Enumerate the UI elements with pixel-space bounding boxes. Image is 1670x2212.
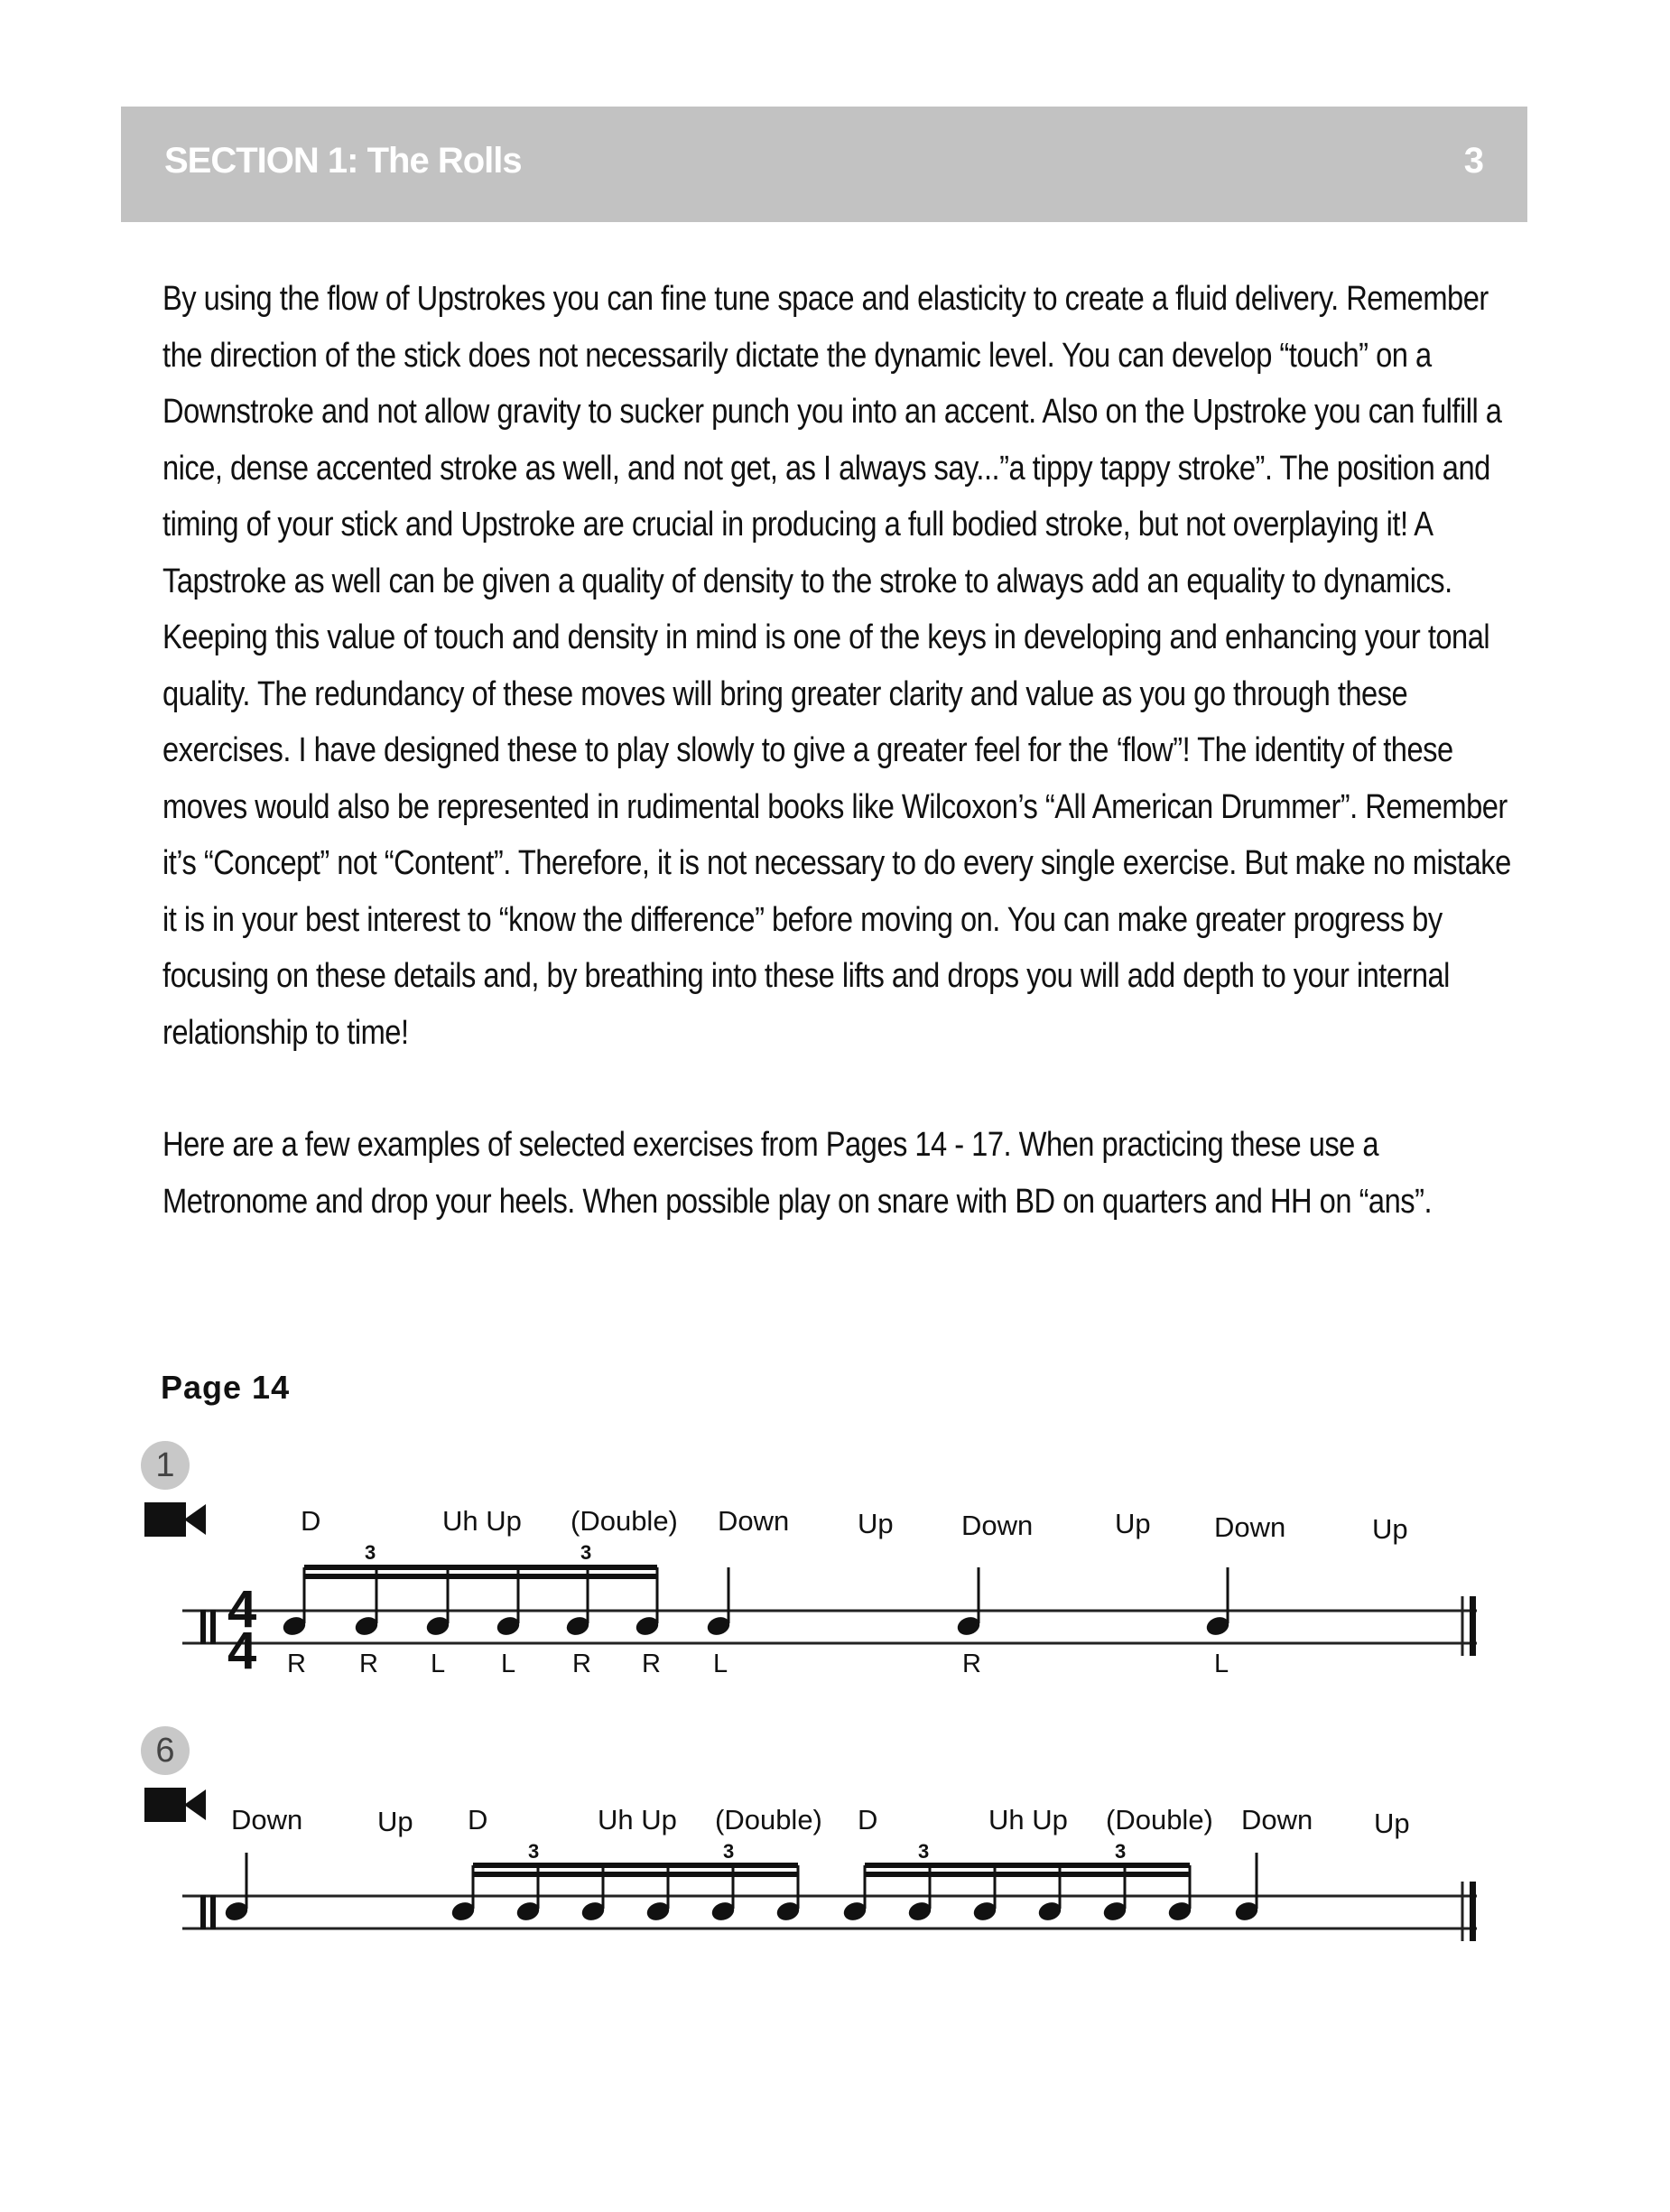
sticking-label: R: [359, 1650, 378, 1678]
time-signature-top: 4: [227, 1580, 257, 1639]
sticking-label: L: [1214, 1650, 1229, 1678]
motion-label: Down: [1241, 1804, 1313, 1836]
triplet-mark: 3: [723, 1840, 735, 1863]
motion-label: (Double): [571, 1505, 678, 1537]
sticking-label: R: [287, 1650, 306, 1678]
motion-label: Down: [961, 1510, 1034, 1541]
sticking-label: R: [642, 1650, 661, 1678]
motion-label: Down: [231, 1804, 303, 1836]
notes-exercise-6: [224, 1853, 1260, 1923]
staff-exercise-6: [182, 1882, 1477, 1941]
sticking-label: L: [501, 1650, 516, 1678]
page-number: 3: [1463, 141, 1484, 181]
section-title: SECTION 1: The Rolls: [164, 141, 522, 181]
sticking-label: R: [962, 1650, 981, 1678]
motion-label: Up: [1374, 1808, 1410, 1839]
motion-label: Down: [1214, 1511, 1286, 1543]
sticking-label: R: [572, 1650, 591, 1678]
motion-label: Uh Up: [442, 1505, 522, 1537]
motion-label: Up: [1372, 1513, 1408, 1545]
page-14-label: Page 14: [161, 1369, 291, 1406]
motion-label: D: [858, 1804, 878, 1836]
time-signature-bottom: 4: [227, 1622, 257, 1680]
notes-exercise-1: [282, 1567, 1231, 1638]
exercise-number-1: 1: [141, 1441, 190, 1490]
triplet-mark: 3: [580, 1541, 592, 1564]
exercise-number-6: 6: [141, 1726, 190, 1775]
motion-label: Uh Up: [988, 1804, 1068, 1836]
motion-label: Up: [1115, 1508, 1151, 1539]
motion-label: D: [468, 1804, 488, 1836]
motion-label: (Double): [715, 1804, 822, 1836]
sticking-label: L: [431, 1650, 446, 1678]
motion-label: Uh Up: [598, 1804, 677, 1836]
sticking-label: L: [713, 1650, 728, 1678]
motion-label: D: [301, 1505, 321, 1537]
motion-label: Up: [858, 1508, 894, 1539]
paragraph-1: By using the flow of Upstrokes you can fine tune space and elasticity to create a fluid delivery. Remember the direction of the stick does not necessarily dictate the dynamic level. You can develop “touch” on a Downstroke and not allow gravity to sucker punch you into an accent. Also on the Upstroke you can fulfill a nice, dense accented stroke as well, and not get, as I always say...”a tippy tappy stroke”. The position and timing of your stick and Upstroke are crucial in producing a full bodied stroke, but not overplaying it! A Tapstroke as well can be given a quality of density to the stroke to always add an equality to dynamics. Keeping this value of touch and density in mind is one of the keys in developing and enhancing your tonal quality. The redundancy of these moves will bring greater clarity and value as you go through these exercises. I have designed these to play slowly to give a greater feel for the ‘flow”! The identity of these moves would also be represented in rudimental books like Wilcoxon’s “All American Drummer”. Remember it’s “Concept” not “Content”. Therefore, it is not necessary to do every single exercise. But make no mistake it is in your best interest to “know the difference” before moving on. You can make greater progress by focusing on these details and, by breathing into these lifts and drops you will add depth to your internal relationship to time!: [162, 280, 1511, 1052]
triplet-mark: 3: [528, 1840, 540, 1863]
motion-label: Up: [377, 1806, 413, 1837]
triplet-mark: 3: [1115, 1840, 1127, 1863]
motion-label: Down: [718, 1505, 790, 1537]
paragraph-2: Here are a few examples of selected exercises from Pages 14 - 17. When practicing these use a Metronome and drop your heels. When possible play on snare with BD on quarters and HH on “ans”.: [162, 1126, 1433, 1221]
triplet-mark: 3: [918, 1840, 930, 1863]
triplet-mark: 3: [365, 1541, 376, 1564]
motion-label: (Double): [1106, 1804, 1213, 1836]
